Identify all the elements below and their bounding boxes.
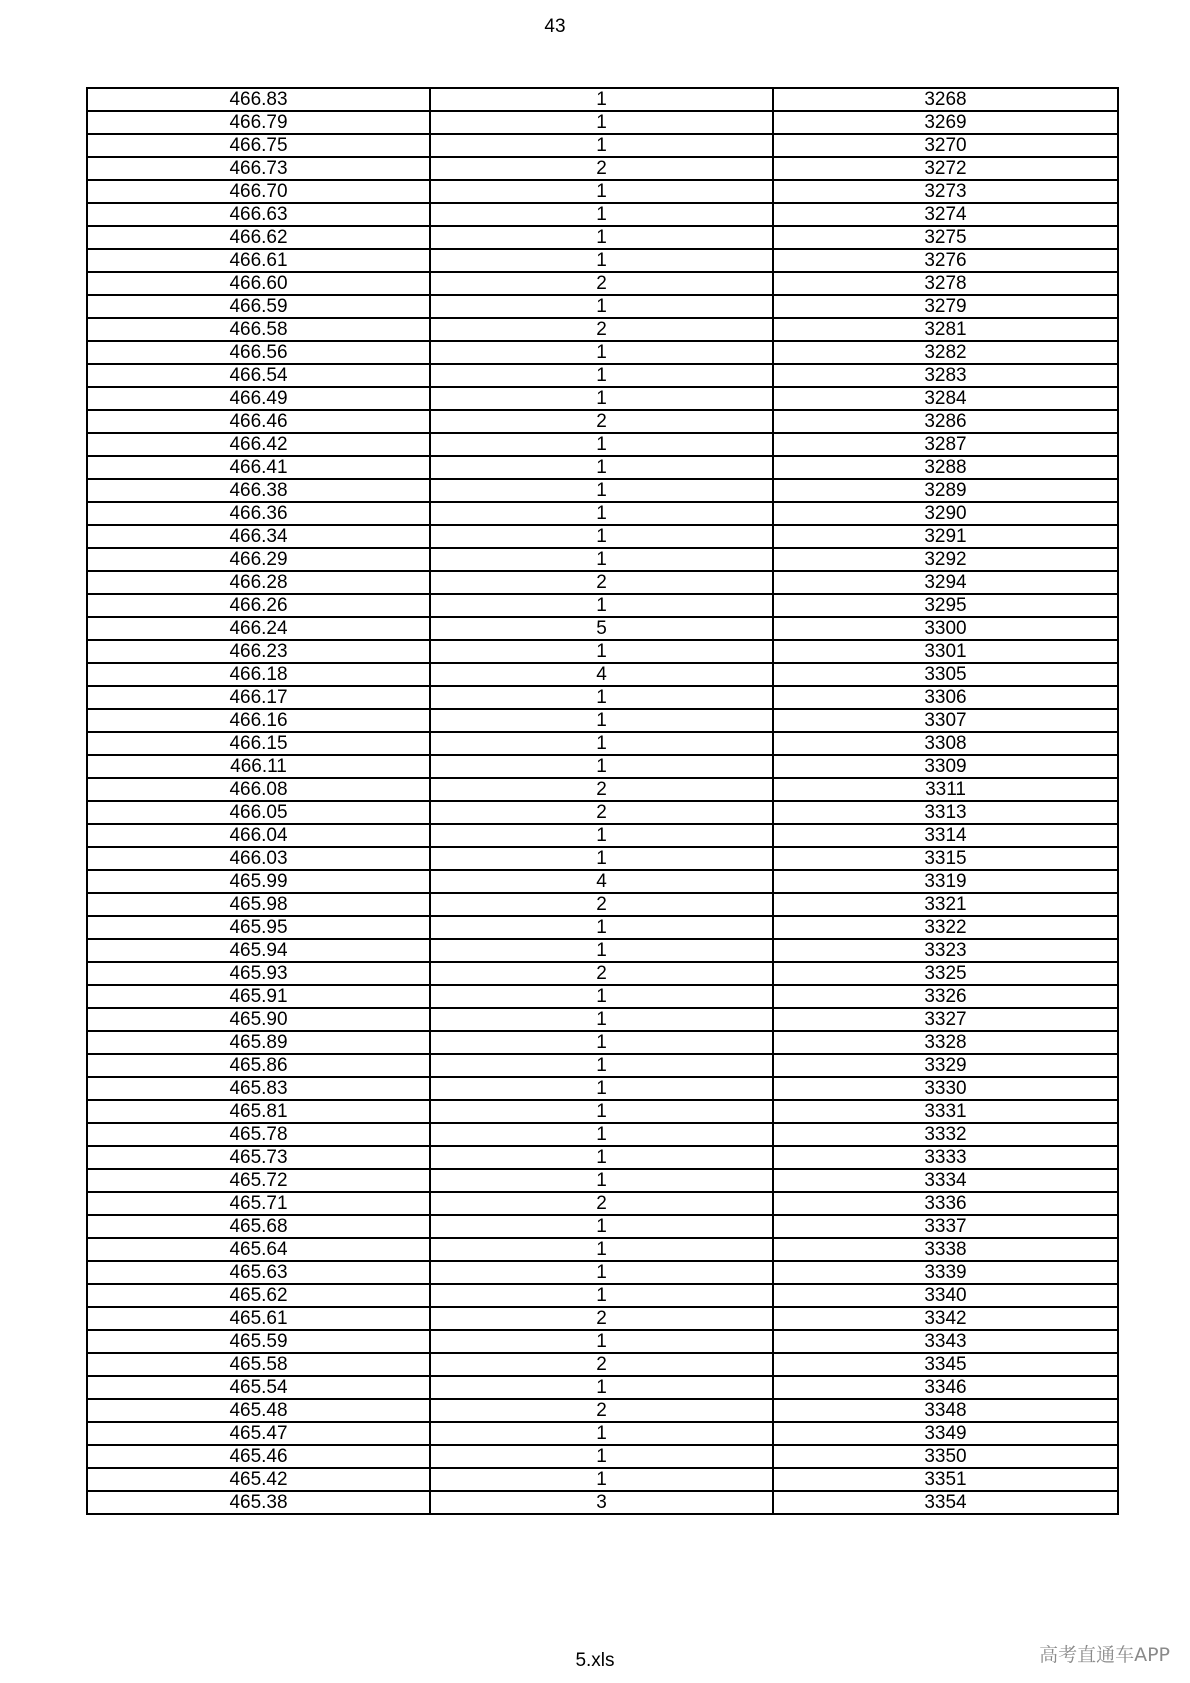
- score-cell: 465.61: [87, 1307, 430, 1330]
- count-cell: 1: [430, 1215, 773, 1238]
- count-cell: 2: [430, 801, 773, 824]
- count-cell: 1: [430, 1468, 773, 1491]
- cumulative-cell: 3311: [773, 778, 1118, 801]
- table-row: [87, 985, 1118, 1008]
- score-cell: 465.46: [87, 1445, 430, 1468]
- score-cell: 465.38: [87, 1491, 430, 1514]
- table-row: [87, 1238, 1118, 1261]
- cumulative-cell: 3284: [773, 387, 1118, 410]
- cumulative-cell: 3321: [773, 893, 1118, 916]
- score-cell: 466.49: [87, 387, 430, 410]
- score-cell: 466.56: [87, 341, 430, 364]
- count-cell: 1: [430, 824, 773, 847]
- cumulative-cell: 3313: [773, 801, 1118, 824]
- cumulative-cell: 3346: [773, 1376, 1118, 1399]
- count-cell: 1: [430, 1169, 773, 1192]
- score-cell: 466.18: [87, 663, 430, 686]
- cumulative-cell: 3342: [773, 1307, 1118, 1330]
- cumulative-cell: 3329: [773, 1054, 1118, 1077]
- table-row: [87, 870, 1118, 893]
- count-cell: 1: [430, 709, 773, 732]
- score-cell: 465.73: [87, 1146, 430, 1169]
- score-cell: 466.60: [87, 272, 430, 295]
- count-cell: 1: [430, 226, 773, 249]
- table-row: [87, 134, 1118, 157]
- count-cell: 1: [430, 548, 773, 571]
- table-row: [87, 1307, 1118, 1330]
- count-cell: 1: [430, 686, 773, 709]
- table-row: [87, 226, 1118, 249]
- score-cell: 465.89: [87, 1031, 430, 1054]
- count-cell: 1: [430, 249, 773, 272]
- count-cell: 1: [430, 594, 773, 617]
- cumulative-cell: 3283: [773, 364, 1118, 387]
- count-cell: 1: [430, 1261, 773, 1284]
- cumulative-cell: 3291: [773, 525, 1118, 548]
- count-cell: 1: [430, 1376, 773, 1399]
- table-row: [87, 571, 1118, 594]
- score-cell: 466.24: [87, 617, 430, 640]
- table-row: [87, 88, 1118, 111]
- table-row: [87, 1491, 1118, 1514]
- cumulative-cell: 3337: [773, 1215, 1118, 1238]
- cumulative-cell: 3326: [773, 985, 1118, 1008]
- score-cell: 466.23: [87, 640, 430, 663]
- count-cell: 2: [430, 410, 773, 433]
- score-cell: 466.73: [87, 157, 430, 180]
- count-cell: 1: [430, 502, 773, 525]
- cumulative-cell: 3292: [773, 548, 1118, 571]
- count-cell: 2: [430, 778, 773, 801]
- table-row: [87, 801, 1118, 824]
- cumulative-cell: 3288: [773, 456, 1118, 479]
- count-cell: 1: [430, 939, 773, 962]
- score-table-container: [86, 87, 1111, 1515]
- cumulative-cell: 3349: [773, 1422, 1118, 1445]
- count-cell: 1: [430, 295, 773, 318]
- table-row: [87, 663, 1118, 686]
- table-row: [87, 594, 1118, 617]
- count-cell: 1: [430, 479, 773, 502]
- cumulative-cell: 3272: [773, 157, 1118, 180]
- table-row: [87, 1123, 1118, 1146]
- score-cell: 465.58: [87, 1353, 430, 1376]
- count-cell: 1: [430, 1054, 773, 1077]
- table-row: [87, 847, 1118, 870]
- count-cell: 1: [430, 1146, 773, 1169]
- cumulative-cell: 3338: [773, 1238, 1118, 1261]
- score-cell: 466.41: [87, 456, 430, 479]
- cumulative-cell: 3333: [773, 1146, 1118, 1169]
- table-row: [87, 1261, 1118, 1284]
- table-row: [87, 1146, 1118, 1169]
- count-cell: 1: [430, 433, 773, 456]
- table-row: [87, 272, 1118, 295]
- cumulative-cell: 3268: [773, 88, 1118, 111]
- table-row: [87, 1100, 1118, 1123]
- cumulative-cell: 3290: [773, 502, 1118, 525]
- table-row: [87, 1215, 1118, 1238]
- score-cell: 465.86: [87, 1054, 430, 1077]
- table-row: [87, 962, 1118, 985]
- score-cell: 465.68: [87, 1215, 430, 1238]
- table-row: [87, 1376, 1118, 1399]
- count-cell: 1: [430, 1100, 773, 1123]
- count-cell: 2: [430, 1353, 773, 1376]
- count-cell: 1: [430, 1123, 773, 1146]
- count-cell: 1: [430, 134, 773, 157]
- table-row: [87, 617, 1118, 640]
- score-cell: 465.59: [87, 1330, 430, 1353]
- cumulative-cell: 3300: [773, 617, 1118, 640]
- cumulative-cell: 3274: [773, 203, 1118, 226]
- cumulative-cell: 3328: [773, 1031, 1118, 1054]
- cumulative-cell: 3289: [773, 479, 1118, 502]
- count-cell: 4: [430, 870, 773, 893]
- table-row: [87, 456, 1118, 479]
- cumulative-cell: 3281: [773, 318, 1118, 341]
- score-cell: 465.98: [87, 893, 430, 916]
- count-cell: 2: [430, 157, 773, 180]
- cumulative-cell: 3319: [773, 870, 1118, 893]
- score-cell: 466.28: [87, 571, 430, 594]
- count-cell: 1: [430, 732, 773, 755]
- score-cell: 466.15: [87, 732, 430, 755]
- count-cell: 1: [430, 1008, 773, 1031]
- cumulative-cell: 3276: [773, 249, 1118, 272]
- score-cell: 466.75: [87, 134, 430, 157]
- score-cell: 466.36: [87, 502, 430, 525]
- cumulative-cell: 3331: [773, 1100, 1118, 1123]
- score-cell: 466.83: [87, 88, 430, 111]
- score-cell: 466.38: [87, 479, 430, 502]
- cumulative-cell: 3269: [773, 111, 1118, 134]
- count-cell: 2: [430, 272, 773, 295]
- table-row: [87, 1031, 1118, 1054]
- cumulative-cell: 3305: [773, 663, 1118, 686]
- score-cell: 466.61: [87, 249, 430, 272]
- watermark: 高考直通车APP: [1039, 1644, 1170, 1666]
- table-row: [87, 686, 1118, 709]
- cumulative-cell: 3278: [773, 272, 1118, 295]
- score-cell: 466.62: [87, 226, 430, 249]
- cumulative-cell: 3348: [773, 1399, 1118, 1422]
- table-row: [87, 939, 1118, 962]
- cumulative-cell: 3351: [773, 1468, 1118, 1491]
- cumulative-cell: 3282: [773, 341, 1118, 364]
- cumulative-cell: 3295: [773, 594, 1118, 617]
- count-cell: 1: [430, 916, 773, 939]
- cumulative-cell: 3330: [773, 1077, 1118, 1100]
- score-cell: 466.29: [87, 548, 430, 571]
- cumulative-cell: 3325: [773, 962, 1118, 985]
- count-cell: 1: [430, 364, 773, 387]
- count-cell: 1: [430, 1238, 773, 1261]
- score-cell: 465.62: [87, 1284, 430, 1307]
- score-cell: 465.78: [87, 1123, 430, 1146]
- score-cell: 466.54: [87, 364, 430, 387]
- table-row: [87, 1353, 1118, 1376]
- cumulative-cell: 3315: [773, 847, 1118, 870]
- table-row: [87, 1284, 1118, 1307]
- score-cell: 466.17: [87, 686, 430, 709]
- count-cell: 1: [430, 111, 773, 134]
- score-cell: 466.04: [87, 824, 430, 847]
- cumulative-cell: 3279: [773, 295, 1118, 318]
- table-row: [87, 1192, 1118, 1215]
- score-cell: 466.05: [87, 801, 430, 824]
- table-row: [87, 433, 1118, 456]
- cumulative-cell: 3308: [773, 732, 1118, 755]
- table-row: [87, 1399, 1118, 1422]
- table-row: [87, 709, 1118, 732]
- table-row: [87, 732, 1118, 755]
- score-cell: 465.64: [87, 1238, 430, 1261]
- count-cell: 1: [430, 755, 773, 778]
- count-cell: 5: [430, 617, 773, 640]
- cumulative-cell: 3354: [773, 1491, 1118, 1514]
- score-cell: 465.99: [87, 870, 430, 893]
- cumulative-cell: 3334: [773, 1169, 1118, 1192]
- cumulative-cell: 3307: [773, 709, 1118, 732]
- score-cell: 465.72: [87, 1169, 430, 1192]
- score-table: [86, 87, 1119, 1515]
- table-row: [87, 824, 1118, 847]
- score-cell: 466.11: [87, 755, 430, 778]
- table-row: [87, 640, 1118, 663]
- score-cell: 466.79: [87, 111, 430, 134]
- table-row: [87, 1330, 1118, 1353]
- cumulative-cell: 3345: [773, 1353, 1118, 1376]
- table-row: [87, 778, 1118, 801]
- score-cell: 466.63: [87, 203, 430, 226]
- cumulative-cell: 3322: [773, 916, 1118, 939]
- score-table-body: [87, 88, 1118, 1514]
- count-cell: 1: [430, 456, 773, 479]
- table-row: [87, 1445, 1118, 1468]
- count-cell: 3: [430, 1491, 773, 1514]
- count-cell: 1: [430, 1330, 773, 1353]
- score-cell: 466.59: [87, 295, 430, 318]
- score-cell: 465.93: [87, 962, 430, 985]
- count-cell: 2: [430, 962, 773, 985]
- count-cell: 1: [430, 640, 773, 663]
- table-row: [87, 1169, 1118, 1192]
- table-row: [87, 341, 1118, 364]
- table-row: [87, 295, 1118, 318]
- table-row: [87, 1468, 1118, 1491]
- table-row: [87, 387, 1118, 410]
- score-cell: 465.94: [87, 939, 430, 962]
- cumulative-cell: 3287: [773, 433, 1118, 456]
- table-row: [87, 1008, 1118, 1031]
- count-cell: 1: [430, 1445, 773, 1468]
- count-cell: 1: [430, 1422, 773, 1445]
- count-cell: 1: [430, 180, 773, 203]
- score-cell: 465.54: [87, 1376, 430, 1399]
- count-cell: 2: [430, 1399, 773, 1422]
- table-row: [87, 916, 1118, 939]
- count-cell: 2: [430, 1307, 773, 1330]
- count-cell: 1: [430, 847, 773, 870]
- page-number: 43: [544, 16, 566, 37]
- count-cell: 1: [430, 1031, 773, 1054]
- table-row: [87, 410, 1118, 433]
- table-row: [87, 364, 1118, 387]
- table-row: [87, 111, 1118, 134]
- score-cell: 466.16: [87, 709, 430, 732]
- score-cell: 465.91: [87, 985, 430, 1008]
- table-row: [87, 1077, 1118, 1100]
- count-cell: 1: [430, 387, 773, 410]
- count-cell: 2: [430, 1192, 773, 1215]
- count-cell: 2: [430, 318, 773, 341]
- score-cell: 465.47: [87, 1422, 430, 1445]
- count-cell: 1: [430, 88, 773, 111]
- cumulative-cell: 3275: [773, 226, 1118, 249]
- table-row: [87, 502, 1118, 525]
- score-cell: 465.42: [87, 1468, 430, 1491]
- count-cell: 1: [430, 525, 773, 548]
- cumulative-cell: 3343: [773, 1330, 1118, 1353]
- table-row: [87, 249, 1118, 272]
- score-cell: 466.58: [87, 318, 430, 341]
- cumulative-cell: 3314: [773, 824, 1118, 847]
- score-cell: 465.95: [87, 916, 430, 939]
- count-cell: 1: [430, 985, 773, 1008]
- count-cell: 1: [430, 1077, 773, 1100]
- table-row: [87, 525, 1118, 548]
- cumulative-cell: 3286: [773, 410, 1118, 433]
- score-cell: 465.90: [87, 1008, 430, 1031]
- cumulative-cell: 3273: [773, 180, 1118, 203]
- cumulative-cell: 3306: [773, 686, 1118, 709]
- table-row: [87, 180, 1118, 203]
- cumulative-cell: 3339: [773, 1261, 1118, 1284]
- score-cell: 465.81: [87, 1100, 430, 1123]
- table-row: [87, 755, 1118, 778]
- cumulative-cell: 3270: [773, 134, 1118, 157]
- score-cell: 466.42: [87, 433, 430, 456]
- table-row: [87, 157, 1118, 180]
- score-cell: 466.26: [87, 594, 430, 617]
- count-cell: 1: [430, 341, 773, 364]
- score-cell: 466.70: [87, 180, 430, 203]
- cumulative-cell: 3336: [773, 1192, 1118, 1215]
- cumulative-cell: 3350: [773, 1445, 1118, 1468]
- score-cell: 466.34: [87, 525, 430, 548]
- cumulative-cell: 3301: [773, 640, 1118, 663]
- cumulative-cell: 3294: [773, 571, 1118, 594]
- cumulative-cell: 3332: [773, 1123, 1118, 1146]
- score-cell: 466.03: [87, 847, 430, 870]
- footer-filename: 5.xls: [575, 1650, 615, 1671]
- score-cell: 465.83: [87, 1077, 430, 1100]
- cumulative-cell: 3340: [773, 1284, 1118, 1307]
- count-cell: 1: [430, 203, 773, 226]
- count-cell: 1: [430, 1284, 773, 1307]
- table-row: [87, 479, 1118, 502]
- score-cell: 465.71: [87, 1192, 430, 1215]
- score-cell: 466.08: [87, 778, 430, 801]
- cumulative-cell: 3327: [773, 1008, 1118, 1031]
- score-cell: 465.63: [87, 1261, 430, 1284]
- count-cell: 4: [430, 663, 773, 686]
- score-cell: 466.46: [87, 410, 430, 433]
- table-row: [87, 548, 1118, 571]
- table-row: [87, 318, 1118, 341]
- table-row: [87, 1054, 1118, 1077]
- table-row: [87, 1422, 1118, 1445]
- cumulative-cell: 3323: [773, 939, 1118, 962]
- table-row: [87, 893, 1118, 916]
- score-cell: 465.48: [87, 1399, 430, 1422]
- table-row: [87, 203, 1118, 226]
- count-cell: 2: [430, 571, 773, 594]
- count-cell: 2: [430, 893, 773, 916]
- cumulative-cell: 3309: [773, 755, 1118, 778]
